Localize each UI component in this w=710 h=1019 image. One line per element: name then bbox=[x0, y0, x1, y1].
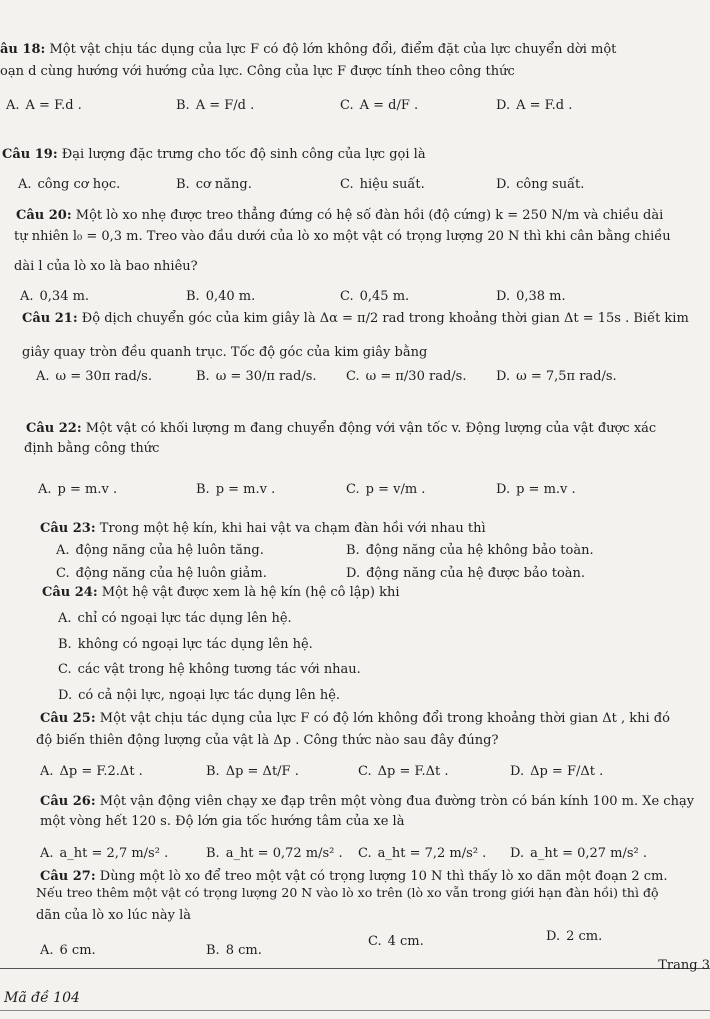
footer-divider bbox=[0, 968, 710, 969]
option-text: a_ht = 7,2 m/s² . bbox=[377, 846, 487, 861]
option-text: p = m.v . bbox=[516, 482, 576, 497]
option-letter: D. bbox=[546, 929, 561, 944]
option-letter: A. bbox=[40, 943, 54, 958]
option-c[interactable] bbox=[368, 934, 424, 950]
option-letter: B. bbox=[58, 637, 72, 652]
option-c[interactable] bbox=[346, 482, 425, 498]
option-a[interactable] bbox=[40, 943, 96, 959]
q21-stem-line1 bbox=[22, 311, 689, 327]
option-text: p = m.v . bbox=[215, 482, 276, 497]
q18-stem-line1 bbox=[0, 42, 616, 58]
option-d[interactable] bbox=[496, 177, 584, 193]
option-letter: A. bbox=[6, 98, 20, 113]
option-letter: D. bbox=[510, 764, 525, 779]
option-text: động năng của hệ luôn giảm. bbox=[75, 566, 267, 581]
option-text: Δp = Δt/F . bbox=[225, 764, 299, 779]
option-a[interactable] bbox=[40, 764, 143, 780]
footer-divider-bottom bbox=[0, 1010, 710, 1011]
question-number: Câu 19: bbox=[2, 147, 58, 162]
option-a[interactable] bbox=[18, 177, 120, 193]
option-b[interactable] bbox=[58, 637, 313, 653]
option-letter: C. bbox=[340, 289, 354, 304]
question-number: Câu 27: bbox=[40, 869, 96, 884]
option-letter: B. bbox=[176, 98, 190, 113]
option-letter: C. bbox=[358, 846, 372, 861]
option-letter: D. bbox=[496, 289, 511, 304]
q21-stem-line2: giây quay tròn đều quanh trục. Tốc độ góc của kim giây bằng bbox=[22, 345, 428, 360]
q18-stem-line2: oạn d cùng hướng với hướng của lực. Công của lực F được tính theo công thức bbox=[0, 64, 515, 79]
option-text: cơ năng. bbox=[195, 177, 252, 192]
option-text: 0,40 m. bbox=[205, 289, 256, 304]
option-text: 8 cm. bbox=[225, 943, 262, 958]
option-letter: B. bbox=[206, 764, 220, 779]
option-b[interactable] bbox=[176, 98, 254, 114]
option-text: động năng của hệ không bảo toàn. bbox=[365, 543, 594, 558]
option-text: có cả nội lực, ngoại lực tác dụng lên hệ. bbox=[78, 688, 341, 703]
option-text: động năng của hệ luôn tăng. bbox=[75, 543, 264, 558]
option-letter: B. bbox=[206, 846, 220, 861]
option-b[interactable] bbox=[206, 764, 299, 780]
option-b[interactable] bbox=[176, 177, 252, 193]
question-text: Đại lượng đặc trưng cho tốc độ sinh công của lực gọi là bbox=[61, 147, 426, 162]
option-letter: A. bbox=[20, 289, 34, 304]
option-a[interactable] bbox=[56, 543, 264, 559]
option-letter: C. bbox=[346, 482, 360, 497]
option-c[interactable] bbox=[58, 662, 361, 678]
q20-stem-line2: tự nhiên l₀ = 0,3 m. Treo vào đầu dưới của lò xo một vật có trọng lượng 20 N thì khi cân bằng chiều bbox=[14, 229, 671, 244]
option-c[interactable] bbox=[340, 177, 425, 193]
option-text: ω = 30/π rad/s. bbox=[215, 369, 317, 384]
option-d[interactable] bbox=[496, 482, 576, 498]
option-letter: B. bbox=[206, 943, 220, 958]
option-a[interactable] bbox=[40, 846, 168, 862]
option-c[interactable] bbox=[340, 98, 418, 114]
option-text: công suất. bbox=[516, 177, 585, 192]
option-letter: A. bbox=[56, 543, 70, 558]
option-text: ω = π/30 rad/s. bbox=[365, 369, 467, 384]
option-text: ω = 30π rad/s. bbox=[55, 369, 152, 384]
option-text: Δp = F/Δt . bbox=[530, 764, 604, 779]
option-letter: C. bbox=[340, 98, 354, 113]
option-letter: B. bbox=[176, 177, 190, 192]
option-letter: D. bbox=[510, 846, 525, 861]
question-number: Câu 25: bbox=[40, 711, 96, 726]
page-number: Trang 3 bbox=[658, 958, 710, 973]
option-d[interactable] bbox=[496, 98, 572, 114]
question-text: Một vật có khối lượng m đang chuyển động với vận tốc v. Động lượng của vật được xác bbox=[85, 421, 657, 436]
question-number: Câu 23: bbox=[40, 521, 96, 536]
option-b[interactable] bbox=[206, 943, 262, 959]
q23-stem bbox=[40, 521, 486, 537]
question-number: Câu 26: bbox=[40, 794, 96, 809]
option-text: 0,45 m. bbox=[359, 289, 410, 304]
option-b[interactable] bbox=[196, 369, 317, 385]
option-letter: C. bbox=[368, 934, 382, 949]
option-b[interactable] bbox=[206, 846, 343, 862]
q20-stem-line1 bbox=[16, 208, 663, 224]
q25-stem-line1 bbox=[40, 711, 670, 727]
option-text: Δp = F.2.Δt . bbox=[59, 764, 143, 779]
option-letter: D. bbox=[346, 566, 361, 581]
q27-stem-line2: Nếu treo thêm một vật có trọng lượng 20 N vào lò xo trên (lò xo vẫn trong giới hạn đàn hồi) thì độ bbox=[36, 885, 659, 900]
option-text: a_ht = 0,27 m/s² . bbox=[530, 846, 648, 861]
option-text: 6 cm. bbox=[59, 943, 96, 958]
option-d[interactable] bbox=[346, 566, 585, 582]
option-a[interactable] bbox=[38, 482, 117, 498]
question-text: Một lò xo nhẹ được treo thẳng đứng có hệ số đàn hồi (độ cứng) k = 250 N/m và chiều dài bbox=[75, 208, 664, 223]
option-text: 0,34 m. bbox=[39, 289, 90, 304]
option-text: p = m.v . bbox=[57, 482, 118, 497]
option-d[interactable] bbox=[510, 764, 603, 780]
option-letter: A. bbox=[58, 611, 72, 626]
question-number: Câu 20: bbox=[16, 208, 72, 223]
option-b[interactable] bbox=[196, 482, 275, 498]
option-c[interactable] bbox=[56, 566, 267, 582]
option-b[interactable] bbox=[346, 543, 594, 559]
option-text: a_ht = 0,72 m/s² . bbox=[225, 846, 343, 861]
option-letter: B. bbox=[196, 369, 210, 384]
option-text: A = F.d . bbox=[516, 98, 573, 113]
option-a[interactable] bbox=[20, 289, 89, 305]
option-d[interactable] bbox=[496, 289, 566, 305]
option-letter: D. bbox=[58, 688, 73, 703]
option-letter: A. bbox=[40, 764, 54, 779]
option-d[interactable] bbox=[546, 929, 602, 945]
option-letter: C. bbox=[346, 369, 360, 384]
q26-stem-line1 bbox=[40, 794, 694, 810]
question-text: Một hệ vật được xem là hệ kín (hệ cô lập) khi bbox=[101, 585, 400, 600]
question-text: Độ dịch chuyển góc của kim giây là Δα = π/2 rad trong khoảng thời gian Δt = 15s . Biết kim bbox=[81, 311, 689, 326]
option-a[interactable] bbox=[6, 98, 82, 114]
option-letter: A. bbox=[38, 482, 52, 497]
option-text: các vật trong hệ không tương tác với nhau. bbox=[77, 662, 361, 677]
option-text: 0,38 m. bbox=[516, 289, 566, 304]
option-c[interactable] bbox=[358, 764, 449, 780]
option-text: A = F/d . bbox=[195, 98, 255, 113]
option-letter: D. bbox=[496, 177, 511, 192]
question-number: Câu 21: bbox=[22, 311, 78, 326]
q25-stem-line2: độ biến thiên động lượng của vật là Δp . Công thức nào sau đây đúng? bbox=[36, 733, 499, 748]
option-text: Δp = F.Δt . bbox=[377, 764, 449, 779]
question-text: Dùng một lò xo để treo một vật có trọng lượng 10 N thì thấy lò xo dãn một đoạn 2 cm. bbox=[99, 869, 668, 884]
option-letter: B. bbox=[186, 289, 200, 304]
option-c[interactable] bbox=[358, 846, 486, 862]
option-d[interactable] bbox=[58, 688, 340, 704]
q24-stem bbox=[42, 585, 399, 601]
q22-stem-line1 bbox=[26, 421, 656, 437]
option-letter: C. bbox=[58, 662, 72, 677]
option-c[interactable] bbox=[346, 369, 466, 385]
option-a[interactable] bbox=[58, 611, 292, 627]
question-text: Một vật chịu tác dụng của lực F có độ lớn không đổi, điểm đặt của lực chuyển dời một bbox=[49, 42, 617, 57]
q20-stem-line3: dài l của lò xo là bao nhiêu? bbox=[14, 259, 198, 274]
option-text: p = v/m . bbox=[365, 482, 426, 497]
option-letter: A. bbox=[18, 177, 32, 192]
option-letter: B. bbox=[346, 543, 360, 558]
question-text: Trong một hệ kín, khi hai vật va chạm đàn hồi với nhau thì bbox=[99, 521, 486, 536]
option-text: công cơ học. bbox=[37, 177, 121, 192]
option-d[interactable] bbox=[496, 369, 617, 385]
q26-stem-line2: một vòng hết 120 s. Độ lớn gia tốc hướng tâm của xe là bbox=[40, 814, 405, 829]
option-text: ω = 7,5π rad/s. bbox=[516, 369, 617, 384]
option-text: A = d/F . bbox=[359, 98, 419, 113]
option-letter: D. bbox=[496, 98, 511, 113]
option-text: A = F.d . bbox=[25, 98, 82, 113]
option-letter: C. bbox=[340, 177, 354, 192]
question-text: Một vận động viên chạy xe đạp trên một vòng đua đường tròn có bán kính 100 m. Xe chạy bbox=[99, 794, 695, 809]
option-text: chỉ có ngoại lực tác dụng lên hệ. bbox=[77, 611, 292, 626]
question-number: âu 18: bbox=[0, 42, 46, 57]
option-letter: A. bbox=[40, 846, 54, 861]
q22-stem-line2: định bằng công thức bbox=[24, 441, 160, 456]
option-letter: B. bbox=[196, 482, 210, 497]
option-b[interactable] bbox=[186, 289, 255, 305]
option-c[interactable] bbox=[340, 289, 409, 305]
option-letter: D. bbox=[496, 482, 511, 497]
option-a[interactable] bbox=[36, 369, 152, 385]
option-letter: A. bbox=[36, 369, 50, 384]
q27-stem-line3: dãn của lò xo lúc này là bbox=[36, 908, 191, 923]
option-text: a_ht = 2,7 m/s² . bbox=[59, 846, 169, 861]
option-text: động năng của hệ được bảo toàn. bbox=[366, 566, 586, 581]
question-number: Câu 24: bbox=[42, 585, 98, 600]
option-text: 4 cm. bbox=[387, 934, 424, 949]
option-text: không có ngoại lực tác dụng lên hệ. bbox=[77, 637, 313, 652]
option-text: hiệu suất. bbox=[359, 177, 425, 192]
option-text: 2 cm. bbox=[566, 929, 603, 944]
q19-stem bbox=[2, 147, 426, 163]
option-letter: C. bbox=[358, 764, 372, 779]
option-letter: C. bbox=[56, 566, 70, 581]
question-number: Câu 22: bbox=[26, 421, 82, 436]
exam-code: Mã đề 104 bbox=[4, 990, 80, 1006]
option-d[interactable] bbox=[510, 846, 647, 862]
q27-stem-line1 bbox=[40, 869, 668, 885]
question-text: Một vật chịu tác dụng của lực F có độ lớn không đổi trong khoảng thời gian Δt , khi đó bbox=[99, 711, 670, 726]
option-letter: D. bbox=[496, 369, 511, 384]
